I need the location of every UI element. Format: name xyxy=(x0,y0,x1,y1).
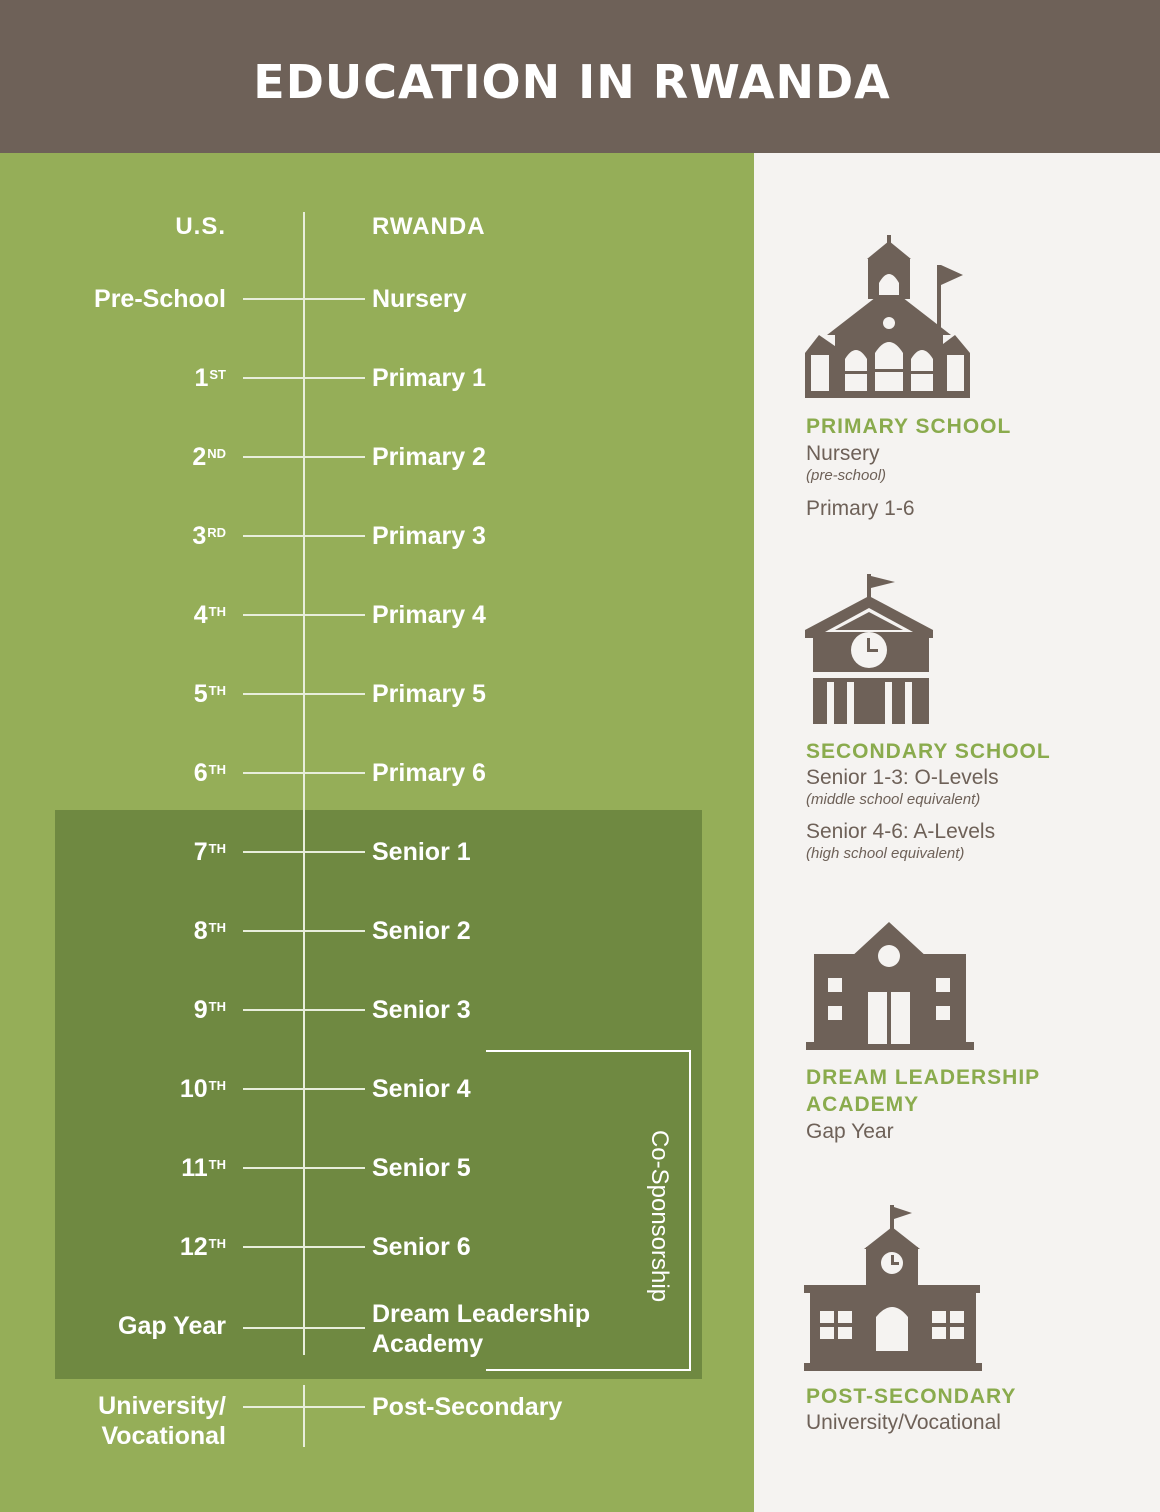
us-grade xyxy=(194,758,226,788)
us-grade xyxy=(194,600,226,630)
ordinal-suffix: TH xyxy=(208,999,226,1014)
ordinal-suffix: RD xyxy=(207,525,226,540)
ordinal-suffix: ST xyxy=(209,367,226,382)
connector-line xyxy=(243,614,365,616)
connector-line xyxy=(243,1406,365,1408)
primary-school-title: PRIMARY SCHOOL xyxy=(806,415,1012,438)
us-grade xyxy=(180,1074,226,1104)
page-title: EDUCATION IN RWANDA xyxy=(253,55,891,109)
grade-number: 1 xyxy=(194,364,209,392)
secondary-school-icon xyxy=(805,574,935,724)
post-secondary-title: POST-SECONDARY xyxy=(806,1385,1017,1408)
academy-detail: Gap Year xyxy=(806,1120,894,1143)
connector-line xyxy=(243,1088,365,1090)
academy-building-icon xyxy=(806,922,974,1050)
timeline-axis xyxy=(303,212,305,1355)
post-secondary-detail: University/Vocational xyxy=(806,1411,1001,1434)
rwanda-grade-line: Dream Leadership xyxy=(372,1300,591,1328)
ordinal-suffix: TH xyxy=(208,762,226,777)
us-column-heading: U.S. xyxy=(175,213,226,240)
connector-line xyxy=(243,1246,365,1248)
connector-line xyxy=(243,298,365,300)
rwanda-grade: Primary 4 xyxy=(372,601,486,629)
rwanda-grade: Nursery xyxy=(372,285,467,313)
rwanda-column-heading: RWANDA xyxy=(372,213,486,240)
grade-number: 12 xyxy=(179,1233,208,1261)
academy-title-line: ACADEMY xyxy=(806,1093,920,1116)
secondary-school-detail: Senior 4-6: A-Levels xyxy=(806,820,996,843)
primary-school-icon xyxy=(805,235,970,398)
grade-number: 2 xyxy=(192,443,207,471)
rwanda-grade: Primary 5 xyxy=(372,680,486,708)
ordinal-suffix: TH xyxy=(208,1236,226,1251)
academy-title xyxy=(806,1064,1040,1118)
rwanda-grade: Primary 2 xyxy=(372,443,486,471)
connector-line xyxy=(243,772,365,774)
us-grade xyxy=(192,442,226,472)
us-grade xyxy=(194,916,226,946)
ordinal-suffix: TH xyxy=(208,841,226,856)
us-grade xyxy=(194,363,226,393)
grade-number: 6 xyxy=(193,759,208,787)
us-grade xyxy=(181,1153,226,1183)
rwanda-grade: Primary 6 xyxy=(372,759,486,787)
us-grade-line: University/ xyxy=(98,1392,226,1420)
ordinal-suffix: TH xyxy=(208,604,226,619)
connector-line xyxy=(243,377,365,379)
us-grade-line: Vocational xyxy=(101,1422,226,1450)
rwanda-grade: Senior 3 xyxy=(372,996,471,1024)
secondary-school-note: (high school equivalent) xyxy=(806,845,965,862)
connector-line xyxy=(243,851,365,853)
us-grade xyxy=(194,995,226,1025)
connector-line xyxy=(243,1327,365,1329)
co-sponsorship-label: Co-Sponsorship xyxy=(646,1129,673,1303)
grade-number: 4 xyxy=(193,601,208,629)
rwanda-grade: Senior 5 xyxy=(372,1154,471,1182)
connector-line xyxy=(243,693,365,695)
rwanda-grade: Senior 4 xyxy=(372,1075,471,1103)
ordinal-suffix: TH xyxy=(208,1157,226,1172)
university-building-icon xyxy=(804,1205,982,1371)
us-grade: Pre-School xyxy=(94,285,226,313)
grade-number: 3 xyxy=(192,522,207,550)
primary-school-detail: Primary 1-6 xyxy=(806,497,915,520)
us-grade xyxy=(98,1391,226,1451)
connector-line xyxy=(243,930,365,932)
us-grade xyxy=(194,837,226,867)
rwanda-grade: Post-Secondary xyxy=(372,1393,563,1421)
timeline-axis-post xyxy=(303,1385,305,1447)
ordinal-suffix: TH xyxy=(208,920,226,935)
grade-number: 9 xyxy=(193,996,208,1024)
grade-number: 11 xyxy=(181,1154,208,1182)
rwanda-grade: Senior 2 xyxy=(372,917,471,945)
rwanda-grade: Senior 1 xyxy=(372,838,471,866)
rwanda-grade: Primary 1 xyxy=(372,364,486,392)
primary-school-note: (pre-school) xyxy=(806,467,887,484)
secondary-school-note: (middle school equivalent) xyxy=(806,791,981,808)
rwanda-grade: Primary 3 xyxy=(372,522,486,550)
us-grade: Gap Year xyxy=(118,1312,226,1340)
ordinal-suffix: ND xyxy=(207,446,226,461)
grade-number: 8 xyxy=(193,917,208,945)
secondary-school-detail: Senior 1-3: O-Levels xyxy=(806,766,999,789)
primary-school-detail: Nursery xyxy=(806,442,880,465)
ordinal-suffix: TH xyxy=(208,683,226,698)
grade-number: 7 xyxy=(193,838,208,866)
us-grade xyxy=(194,679,226,709)
connector-line xyxy=(243,456,365,458)
us-grade xyxy=(180,1232,226,1262)
academy-title-line: DREAM LEADERSHIP xyxy=(806,1066,1041,1089)
secondary-school-title: SECONDARY SCHOOL xyxy=(806,740,1051,763)
us-grade xyxy=(192,521,226,551)
header-banner xyxy=(0,0,1160,153)
grade-number: 5 xyxy=(193,680,208,708)
connector-line xyxy=(243,1167,365,1169)
ordinal-suffix: TH xyxy=(208,1078,226,1093)
rwanda-grade: Senior 6 xyxy=(372,1233,471,1261)
connector-line xyxy=(243,1009,365,1011)
connector-line xyxy=(243,535,365,537)
grade-number: 10 xyxy=(179,1075,208,1103)
rwanda-grade-line: Academy xyxy=(372,1330,484,1358)
